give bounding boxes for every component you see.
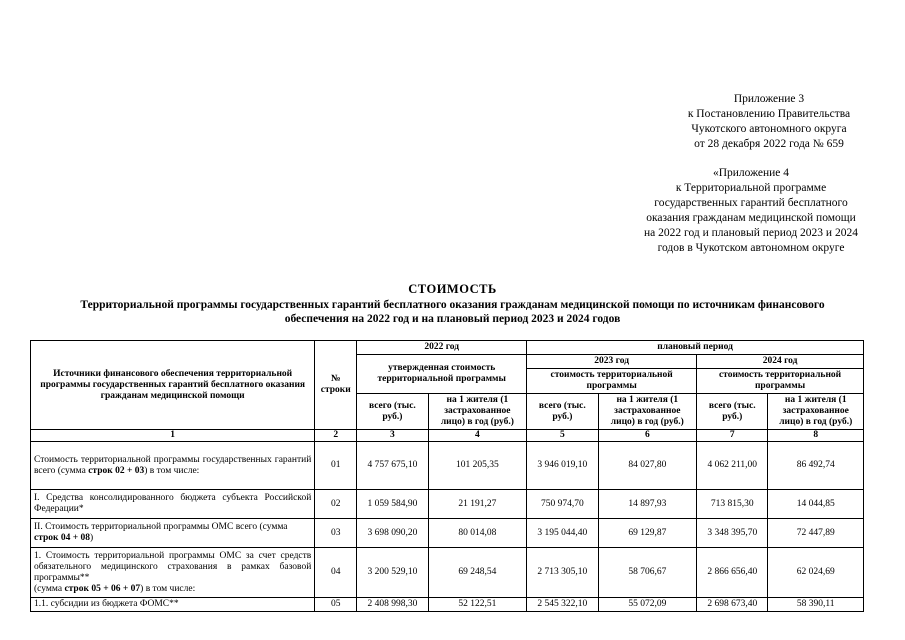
header-sources: Источники финансового обеспечения территориальной программы государственных гарантий бесплатного оказания гражданам медицинской помощи [31, 341, 315, 430]
cell-total-2022: 1 059 584,90 [357, 490, 428, 519]
table-row [31, 490, 864, 519]
cell-total-2023: 3 946 019,10 [527, 442, 598, 490]
column-number: 6 [598, 430, 697, 442]
cell-per-capita-2024: 62 024,69 [768, 548, 864, 598]
header-per-capita-2022: на 1 жителя (1 застрахованное лицо) в год (руб.) [428, 394, 527, 430]
header-approved-cost: утвержденная стоимость территориальной программы [357, 355, 527, 394]
row-number: 05 [315, 598, 357, 612]
header-year-2023: 2023 год [527, 355, 697, 369]
header-total-2024: всего (тыс. руб.) [697, 394, 768, 430]
appendix-4-block [582, 166, 905, 256]
column-number: 1 [31, 430, 315, 442]
cell-per-capita-2022: 69 248,54 [428, 548, 527, 598]
column-number: 7 [697, 430, 768, 442]
column-number: 2 [315, 430, 357, 442]
appendix-4-line: годов в Чукотском автономном округе [657, 242, 845, 254]
cell-per-capita-2024: 72 447,89 [768, 519, 864, 548]
row-number: 03 [315, 519, 357, 548]
cell-total-2024: 4 062 211,00 [697, 442, 768, 490]
cell-per-capita-2024: 58 390,11 [768, 598, 864, 612]
cell-per-capita-2024: 86 492,74 [768, 442, 864, 490]
appendix-4-line: оказания гражданам медицинской помощи [646, 212, 856, 224]
row-label: 1.1. субсидии из бюджета ФОМС** [31, 598, 315, 612]
cell-per-capita-2022: 52 122,51 [428, 598, 527, 612]
header-cost-2024: стоимость территориальной программы [697, 369, 864, 394]
appendix-3-block [600, 92, 905, 152]
appendix-3-line: от 28 декабря 2022 года № 659 [694, 138, 844, 150]
cell-total-2023: 750 974,70 [527, 490, 598, 519]
cell-per-capita-2023: 69 129,87 [598, 519, 697, 548]
cost-table [30, 340, 864, 612]
header-total-2023: всего (тыс. руб.) [527, 394, 598, 430]
header-per-capita-2023: на 1 жителя (1 застрахованное лицо) в год (руб.) [598, 394, 697, 430]
cell-total-2024: 2 698 673,40 [697, 598, 768, 612]
header-row-number: № строки [315, 341, 357, 430]
appendix-3-line: Приложение 3 [733, 93, 805, 105]
cell-per-capita-2024: 14 044,85 [768, 490, 864, 519]
appendix-4-line: «Приложение 4 [712, 167, 790, 179]
header-total-2022: всего (тыс. руб.) [357, 394, 428, 430]
row-label: Стоимость территориальной программы государственных гарантий всего (сумма строк 02 + 03) в том числе: [31, 442, 315, 490]
cell-total-2024: 2 866 656,40 [697, 548, 768, 598]
cell-total-2024: 3 348 395,70 [697, 519, 768, 548]
appendix-4-line: государственных гарантий бесплатного [654, 197, 848, 209]
header-year-2024: 2024 год [697, 355, 864, 369]
document-subtitle: Территориальной программы государственных гарантий бесплатного оказания гражданам медицинской помощи по источникам финансового обеспечения на 2022 год и на плановый период 2023 и 2024 годов [80, 299, 825, 325]
cell-total-2024: 713 815,30 [697, 490, 768, 519]
appendix-3-line: Чукотского автономного округа [691, 123, 847, 135]
header-planned-period: плановый период [527, 341, 864, 355]
document-title: СТОИМОСТЬ [408, 282, 497, 296]
cell-per-capita-2022: 101 205,35 [428, 442, 527, 490]
column-number: 4 [428, 430, 527, 442]
header-cost-2023: стоимость территориальной программы [527, 369, 697, 394]
cell-per-capita-2022: 21 191,27 [428, 490, 527, 519]
column-number: 8 [768, 430, 864, 442]
cell-total-2022: 3 698 090,20 [357, 519, 428, 548]
cell-total-2022: 4 757 675,10 [357, 442, 428, 490]
row-number: 04 [315, 548, 357, 598]
row-label: II. Стоимость территориальной программы ОМС всего (сумма строк 04 + 08) [31, 519, 315, 548]
column-number: 3 [357, 430, 428, 442]
header-year-2022: 2022 год [357, 341, 527, 355]
appendix-4-line: к Территориальной программе [675, 182, 827, 194]
table-row [31, 598, 864, 612]
row-label: I. Средства консолидированного бюджета субъекта Российской Федерации* [31, 490, 315, 519]
row-label: 1. Стоимость территориальной программы ОМС за счет средств обязательного медицинского страхования в рамках базовой программы** (сумма строк 05 + 06 + 07) в том числе: [31, 548, 315, 598]
table-row [31, 519, 864, 548]
cell-per-capita-2023: 55 072,09 [598, 598, 697, 612]
row-number: 02 [315, 490, 357, 519]
table-row [31, 442, 864, 490]
cell-per-capita-2023: 14 897,93 [598, 490, 697, 519]
cell-total-2023: 3 195 044,40 [527, 519, 598, 548]
row-number: 01 [315, 442, 357, 490]
column-number: 5 [527, 430, 598, 442]
cell-total-2023: 2 545 322,10 [527, 598, 598, 612]
appendix-4-line: на 2022 год и плановый период 2023 и 2024 [644, 227, 858, 239]
cell-per-capita-2022: 80 014,08 [428, 519, 527, 548]
cell-total-2022: 2 408 998,30 [357, 598, 428, 612]
table-row [31, 548, 864, 598]
header-per-capita-2024: на 1 жителя (1 застрахованное лицо) в год (руб.) [768, 394, 864, 430]
cell-per-capita-2023: 84 027,80 [598, 442, 697, 490]
cell-total-2022: 3 200 529,10 [357, 548, 428, 598]
cell-total-2023: 2 713 305,10 [527, 548, 598, 598]
appendix-3-line: к Постановлению Правительства [687, 108, 851, 120]
cell-per-capita-2023: 58 706,67 [598, 548, 697, 598]
